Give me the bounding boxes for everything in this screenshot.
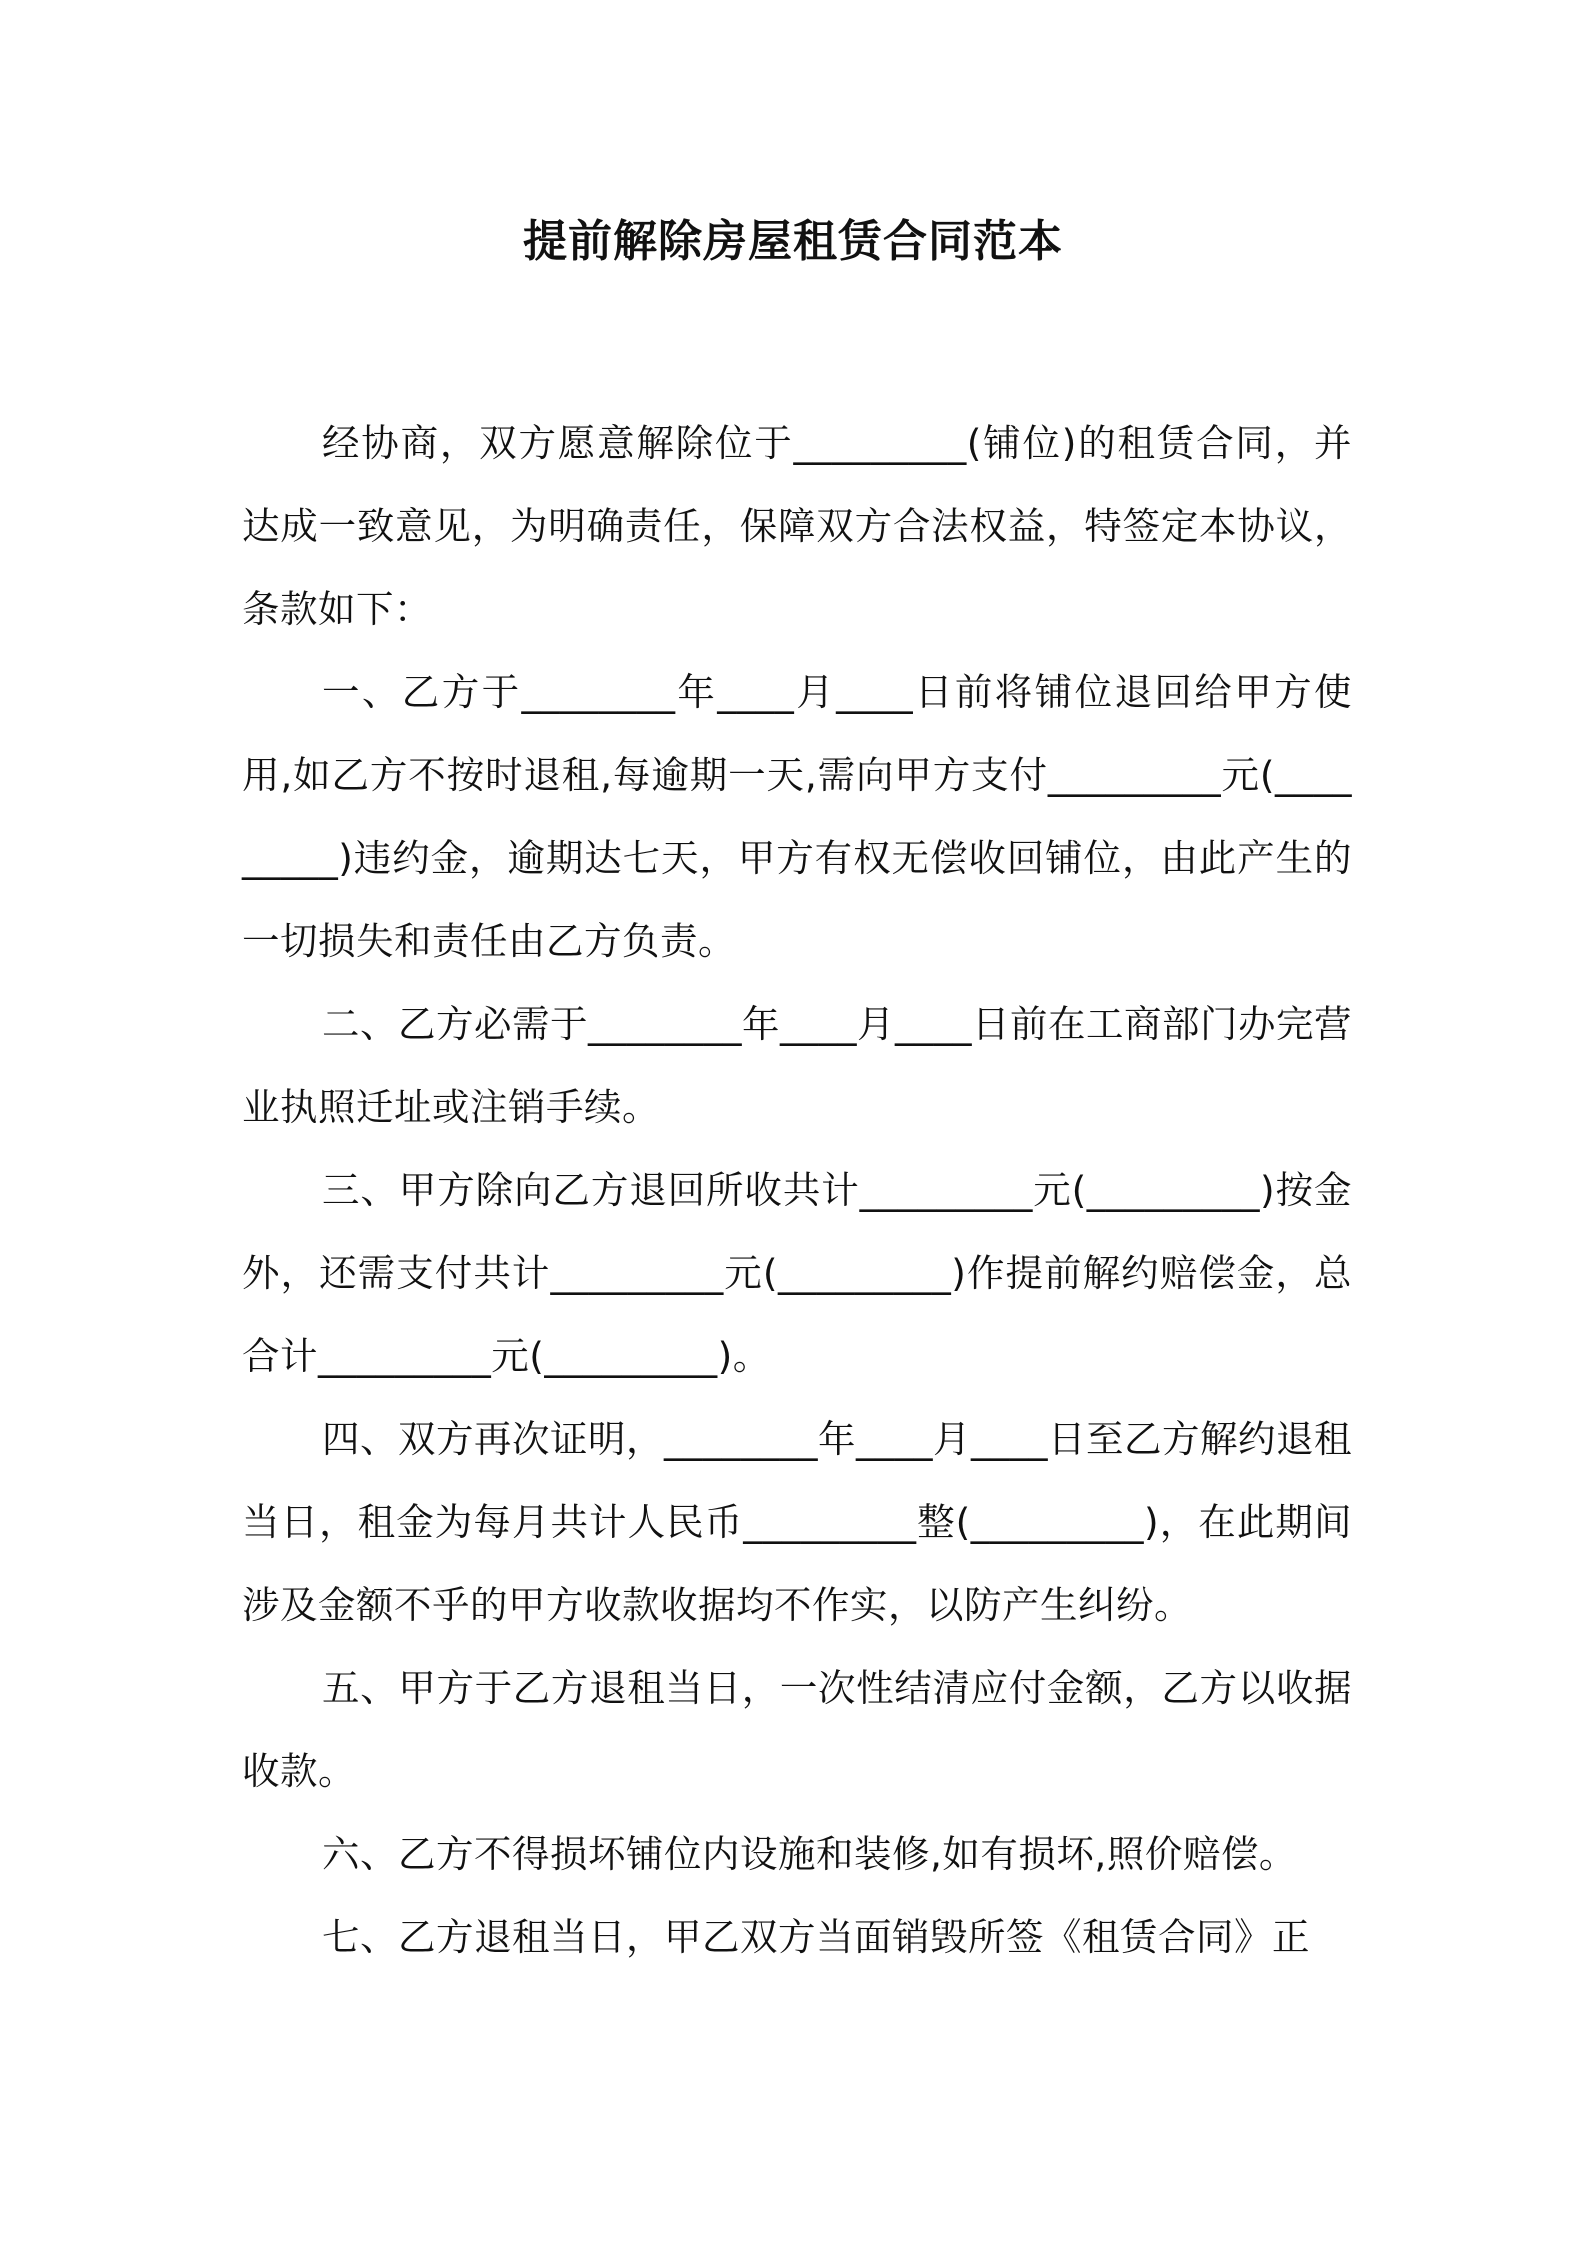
clause-7: 七、乙方退租当日，甲乙双方当面销毁所签《租赁合同》正	[322, 1915, 1310, 1959]
clause-1: 一、乙方于________年____月____日前将铺位退回给甲方使用,如乙方不按时退租,每逾期一天,需向甲方支付_________元(_________)违约金，逾期达七天，甲方有权无偿收回铺位，由此产生的一切损失和责任由乙方负责。	[242, 670, 1352, 963]
intro-paragraph: 经协商，双方愿意解除位于_________(铺位)的租赁合同，并达成一致意见，为明确责任，保障双方合法权益，特签定本协议，条款如下：	[242, 421, 1352, 631]
document-body	[242, 402, 1352, 1979]
clause-6: 六、乙方不得损坏铺位内设施和装修,如有损坏,照价赔偿。	[322, 1832, 1297, 1876]
clause-3: 三、甲方除向乙方退回所收共计_________元(_________)按金外，还需支付共计_________元(_________)作提前解约赔偿金，总合计_________元(_________)。	[242, 1168, 1352, 1378]
clause-5: 五、甲方于乙方退租当日，一次性结清应付金额，乙方以收据收款。	[242, 1666, 1352, 1793]
clause-4: 四、双方再次证明，________年____月____日至乙方解约退租当日，租金为每月共计人民币_________整(_________)，在此期间涉及金额不乎的甲方收款收据均不作实，以防产生纠纷。	[242, 1417, 1352, 1627]
clause-2: 二、乙方必需于________年____月____日前在工商部门办完营业执照迁址或注销手续。	[242, 1002, 1352, 1129]
document-title: 提前解除房屋租赁合同范本	[523, 216, 1063, 267]
